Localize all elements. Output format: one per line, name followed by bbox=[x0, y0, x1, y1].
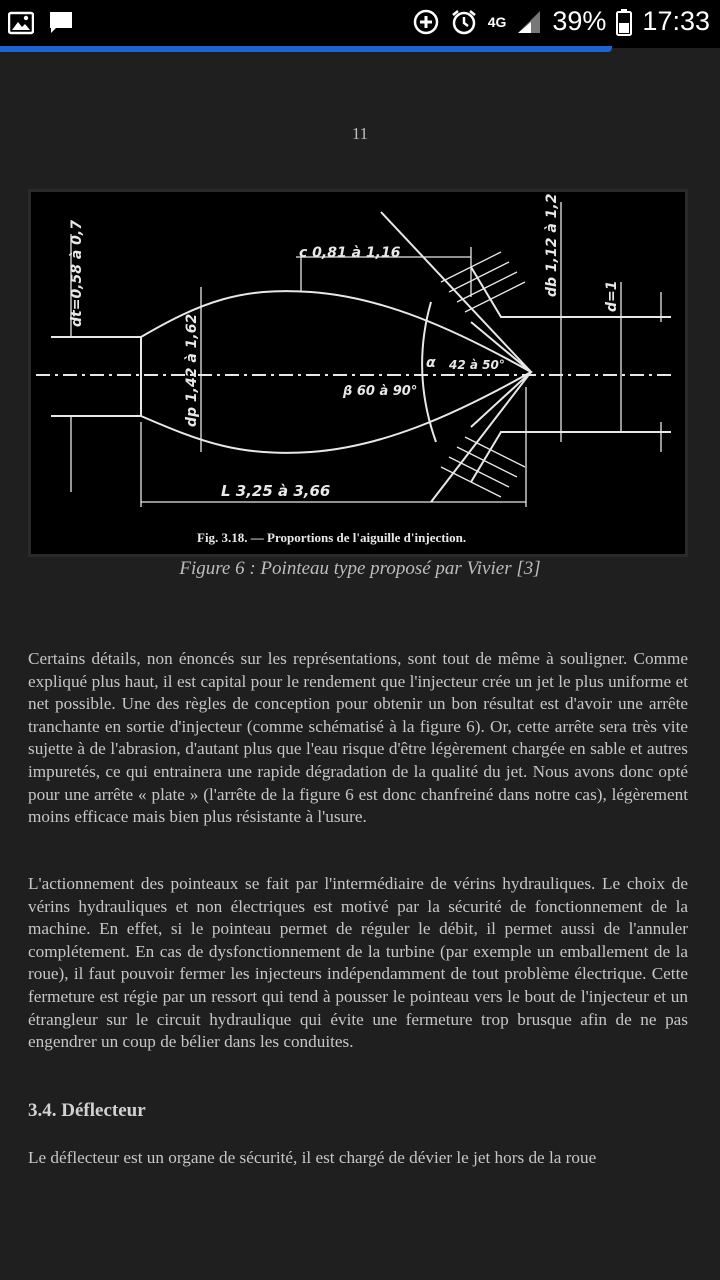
data-saver-icon bbox=[412, 8, 440, 36]
page-number: 11 bbox=[351, 124, 369, 143]
dim-label-c: c 0,81 à 1,16 bbox=[299, 245, 401, 261]
dim-label-alpha: α bbox=[426, 355, 436, 371]
dim-label-dp: dp 1,42 à 1,62 bbox=[184, 313, 200, 427]
section-heading: 3.4. Déflecteur bbox=[28, 1100, 146, 1121]
dim-label-db: db 1,12 à 1,27 bbox=[544, 192, 560, 297]
image-notification-icon bbox=[8, 10, 34, 36]
battery-icon bbox=[616, 8, 632, 36]
figure-needle-diagram bbox=[28, 189, 688, 557]
dim-label-beta: β 60 à 90° bbox=[343, 384, 418, 399]
message-notification-icon bbox=[48, 10, 74, 36]
alarm-icon bbox=[450, 8, 478, 36]
signal-icon bbox=[516, 9, 542, 35]
battery-percent: 39% bbox=[552, 6, 607, 36]
figure-title: Fig. 3.18. — Proportions de l'aiguille d'injection. bbox=[197, 530, 467, 545]
needle-drawing bbox=[31, 192, 685, 554]
dim-label-dt: dt=0,58 à 0,7 bbox=[69, 220, 85, 327]
paragraph-2: L'actionnement des pointeaux se fait par l'intermédiaire de vérins hydrauliques. Le choix de vérins hydrauliques et non électriques est motivé par la sécurité de fonctionnement de la machine. En effet, si le pointeau permet de réguler le débit, il permet aussi de l'annuler complétement. En cas de dysfonctionnement de la turbine (par exemple un emballement de la roue), il faut pouvoir fermer les injecteurs indépendamment de tout problème électrique. Cette fermeture est régie par un ressort qui tend à pousser le pointeau vers le bout de l'injecteur et un étrangleur sur le circuit hydraulique qui évite une fermeture trop brusque afin de ne pas engendrer un coup de bélier dans les conduites. bbox=[28, 874, 688, 1052]
network-type: 4G bbox=[487, 13, 507, 30]
dim-label-d: d=1 bbox=[604, 280, 620, 312]
paragraph-3: Le déflecteur est un organe de sécurité, il est chargé de dévier le jet hors de la roue bbox=[28, 1148, 597, 1167]
reading-progress-bar bbox=[0, 46, 612, 52]
dim-label-angle: 42 à 50° bbox=[449, 358, 505, 372]
dim-label-L: L 3,25 à 3,66 bbox=[221, 482, 331, 500]
figure-caption: Figure 6 : Pointeau type proposé par Vivier [3] bbox=[179, 558, 541, 579]
status-bar bbox=[0, 0, 720, 48]
paragraph-1: Certains détails, non énoncés sur les représentations, sont tout de même à souligner. Comme expliqué plus haut, il est capital pour le rendement que l'injecteur crée un jet le plus uniforme et net possible. Une des règles de conception pour obtenir un bon résultat est d'avoir une arrête tranchante en sortie d'injecteur (comme schématisé à la figure 6). Or, cette arrête sera très vite sujette à de l'abrasion, d'autant plus que l'eau risque d'être légèrement chargée en sable et autres impuretés, ce qui entrainera une rapide dégradation de la qualité du jet. Nous avons donc opté pour une arrête « plate » (l'arrête de la figure 6 est donc chanfreiné dans notre cas), légèrement moins efficace mais bien plus résistante à l'usure. bbox=[28, 649, 688, 827]
clock: 17:33 bbox=[642, 6, 710, 36]
